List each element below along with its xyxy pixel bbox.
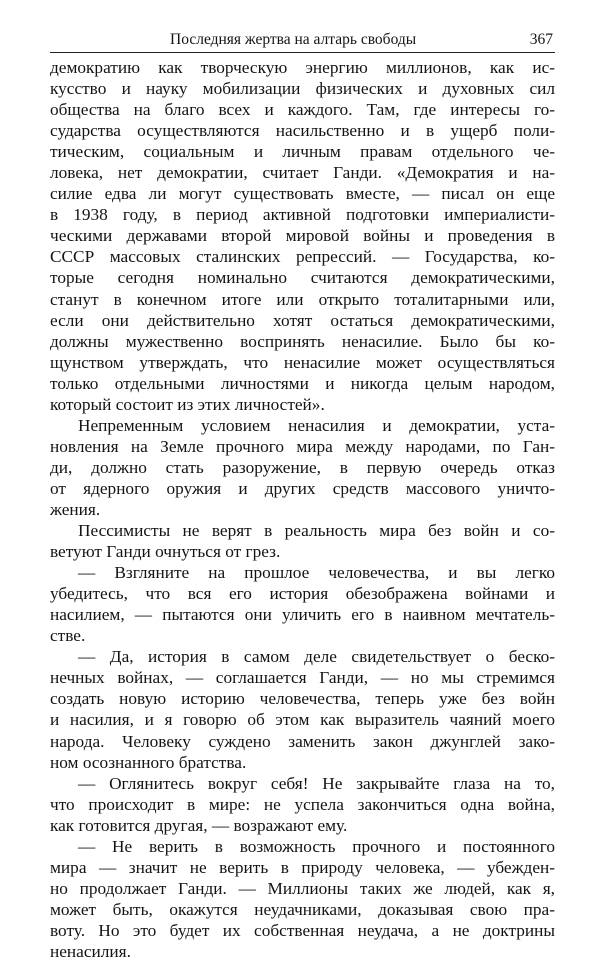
- text-line: — Не верить в возможность прочного и постоянного: [78, 836, 555, 856]
- text-line: ческими державами второй мировой войны и проведения в: [50, 226, 555, 246]
- running-title: Последняя жертва на алтарь свободы: [170, 31, 417, 48]
- text-line: демократию как творческую энергию миллионов, как ис-: [50, 58, 555, 77]
- text-line: насилием, — пытаются они уличить его в наивном мечтатель-: [50, 605, 555, 625]
- text-line: кусство и науку мобилизации физических и духовных сил: [50, 79, 555, 99]
- text-line: и насилия, и я говорю об этом как выразитель чаяний моего: [50, 710, 555, 730]
- text-line: стве.: [50, 626, 86, 646]
- text-line: ветуют Ганди очнуться от грез.: [50, 542, 281, 562]
- page-number: 367: [529, 31, 553, 48]
- text-line: — Да, история в самом деле свидетельствует о беско-: [78, 647, 555, 667]
- text-line: новления на Земле прочного мира между народами, по Ган-: [50, 436, 555, 456]
- header-rule: [50, 52, 555, 53]
- text-line: — Оглянитесь вокруг себя! Не закрывайте глаза на то,: [78, 773, 555, 793]
- text-line: но продолжает Ганди. — Миллионы таких же людей, как я,: [50, 878, 555, 898]
- text-line: общества на благо всех и каждого. Там, где интересы го-: [50, 100, 555, 120]
- text-line: мира — значит не верить в природу человека, — убежден-: [50, 857, 555, 877]
- text-line: нечных войнах, — соглашается Ганди, — но мы стремимся: [50, 668, 555, 688]
- text-line: торые сегодня номинально считаются демократическими,: [50, 268, 555, 288]
- text-line: в 1938 году, в период активной подготовки империалисти-: [50, 205, 555, 225]
- text-line: ном осознанного братства.: [50, 752, 247, 772]
- text-line: только отдельными личностями и никогда целым народом,: [50, 373, 555, 393]
- text-line: создать новую историю человечества, теперь уже без войн: [50, 689, 555, 709]
- text-line: если они действительно хотят остаться демократическими,: [50, 310, 555, 330]
- text-line: сударства осуществляются насильственно и в ущерб поли-: [50, 121, 555, 141]
- text-line: ди, должно стать разоружение, в первую очередь отказ: [50, 457, 555, 477]
- text-line: должны мужественно воспринять ненасилие. Было бы ко-: [50, 331, 555, 351]
- text-line: Непременным условием ненасилия и демократии, уста-: [78, 415, 555, 435]
- text-line: как готовится другая, — возражают ему.: [50, 815, 348, 835]
- text-line: станут в конечном итоге или открыто тоталитарными или,: [50, 289, 555, 309]
- text-line: тическим, социальным и личным правам отдельного че-: [50, 142, 555, 162]
- text-line: от ядерного оружия и других средств массового уничто-: [50, 478, 555, 498]
- text-line: Пессимисты не верят в реальность мира без войн и со-: [78, 521, 555, 541]
- text-line: может быть, окажутся неудачниками, доказывая свою пра-: [50, 899, 555, 919]
- text-line: народа. Человеку суждено заменить закон джунглей зако-: [50, 731, 555, 751]
- text-line: — Взгляните на прошлое человечества, и вы легко: [78, 563, 555, 583]
- text-line: щунством утверждать, что ненасилие может осуществляться: [50, 352, 555, 372]
- text-line: который состоит из этих личностей».: [50, 394, 325, 414]
- running-head: [50, 30, 555, 50]
- text-line: СССР массовых сталинских репрессий. — Государства, ко-: [50, 247, 555, 267]
- body-text: [50, 57, 555, 962]
- text-line: жения.: [50, 499, 101, 519]
- text-line: силие едва ли могут существовать вместе, — писал он еще: [50, 184, 555, 204]
- text-line: что происходит в мире: не успела закончиться одна война,: [50, 794, 555, 814]
- text-line: ловека, нет демократии, считает Ганди. «Демократия и на-: [50, 163, 555, 183]
- text-line: ненасилия.: [50, 941, 131, 961]
- text-line: воту. Но это будет их собственная неудача, а не доктрины: [50, 920, 555, 940]
- text-line: убедитесь, что вся его история обезображена войнами и: [50, 584, 555, 604]
